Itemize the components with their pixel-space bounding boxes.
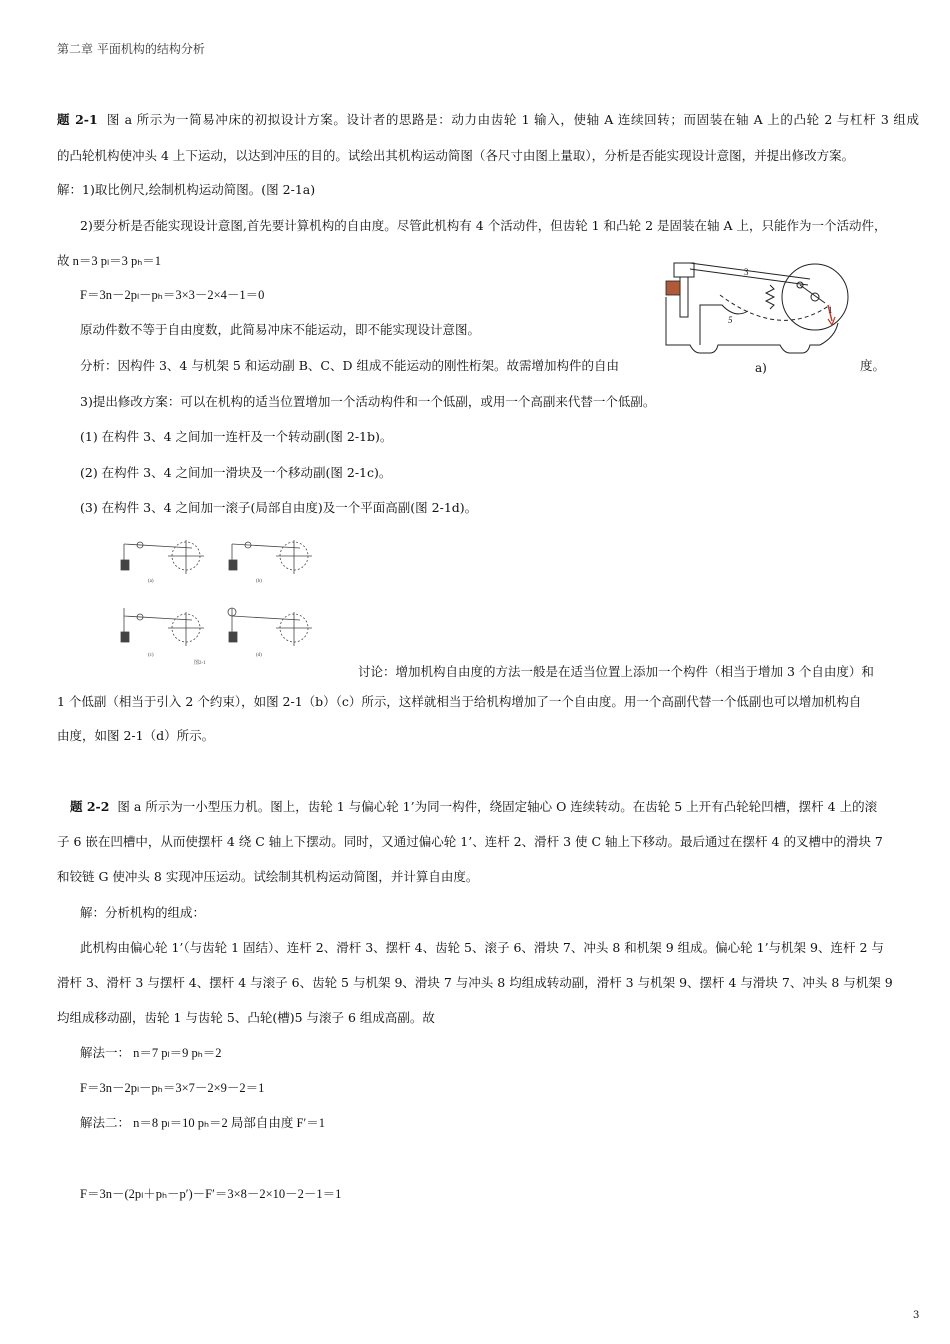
p22-line-6: 滑杆 3、滑杆 3 与摆杆 4、摆杆 4 与滚子 6、齿轮 5 与机架 9、滑块 7 与冲头 8 均组成转动副，滑杆 3 与机架 9、摆杆 4 与滑块 7、冲头 8 与机架 9 bbox=[57, 975, 893, 990]
problem-number: 题 2-2 bbox=[70, 799, 110, 814]
small-figure-c bbox=[121, 608, 204, 646]
p22-equation-2: F＝3n－(2pₗ＋pₕ－p′)－F′＝3×8－2×10－2－1＝1 bbox=[80, 1187, 342, 1201]
p22-equation-1: F＝3n－2pₗ－pₕ＝3×7－2×9－2＝1 bbox=[80, 1081, 265, 1095]
p21-line-8: 分析：因构件 3、4 与机架 5 和运动副 B、C、D 组成不能运动的刚性桁架。故需增加构件的自由 bbox=[80, 358, 619, 373]
svg-text:3: 3 bbox=[744, 267, 749, 277]
p22-line-4: 解：分析机构的组成： bbox=[80, 905, 206, 920]
p21-line-11: (2) 在构件 3、4 之间加一滑块及一个移动副(图 2-1c)。 bbox=[80, 465, 392, 480]
p21-line-4: 2)要分析是否能实现设计意图,首先要计算机构的自由度。尽管此机构有 4 个活动件，但齿轮 1 和凸轮 2 是固装在轴 A 上，只能作为一个活动件， bbox=[80, 218, 887, 233]
p21-line-1 bbox=[57, 112, 919, 128]
p21-line-5: 故 n＝3 pₗ＝3 pₕ＝1 bbox=[57, 254, 162, 268]
small-figure-label: (c) bbox=[148, 653, 154, 658]
p22-line-2: 子 6 嵌在凹槽中，从而使摆杆 4 绕 C 轴上下摆动。同时，又通过偏心轮 1’、连杆 2、滑杆 3 使 C 轴上下移动。最后通过在摆杆 4 的叉槽中的滑块 7 bbox=[57, 834, 883, 849]
p21-line-14: 1 个低副（相当于引入 2 个约束），如图 2-1（b）（c）所示，这样就相当于给机构增加了一个自由度。用一个高副代替一个低副也可以增加机构自 bbox=[57, 694, 862, 709]
page-number: 3 bbox=[913, 1310, 920, 1321]
p21-equation: F＝3n－2pₗ－pₕ＝3×3－2×4－1＝0 bbox=[80, 288, 265, 302]
small-figure-d bbox=[228, 608, 312, 646]
p22-line-1 bbox=[70, 799, 877, 815]
p22-line-8: 解法一： n＝7 pₗ＝9 pₕ＝2 bbox=[80, 1046, 222, 1060]
problem-number: 题 2-1 bbox=[57, 112, 98, 127]
p22-text-1: 图 a 所示为一小型压力机。图上，齿轮 1 与偏心轮 1’为同一构件，绕固定轴心 O 连续转动。在齿轮 5 上开有凸轮轮凹槽，摆杆 4 上的滚 bbox=[117, 799, 878, 814]
small-figures-2-1 bbox=[112, 532, 322, 667]
svg-text:5: 5 bbox=[728, 315, 733, 325]
p21-line-7: 原动件数不等于自由度数，此简易冲床不能运动，即不能实现设计意图。 bbox=[80, 322, 481, 337]
figure-a-label: a) bbox=[755, 361, 767, 375]
p21-line-2: 的凸轮机构使冲头 4 上下运动，以达到冲压的目的。试绘出其机构运动简图（各尺寸由图上量取），分析是否能实现设计意图，并提出修改方案。 bbox=[57, 148, 855, 163]
small-figure-a bbox=[121, 540, 204, 574]
p21-line-9: 3)提出修改方案：可以在机构的适当位置增加一个活动构件和一个低副，或用一个高副来代替一个低副。 bbox=[80, 394, 656, 409]
p21-line-3: 解：1)取比例尺,绘制机构运动简图。(图 2-1a) bbox=[57, 182, 316, 197]
punch-press-figure bbox=[660, 245, 860, 360]
page-header: 第二章 平面机构的结构分析 bbox=[57, 42, 205, 56]
p21-line-12: (3) 在构件 3、4 之间加一滚子(局部自由度)及一个平面高副(图 2-1d)。 bbox=[80, 500, 478, 515]
p21-line-15: 由度，如图 2-1（d）所示。 bbox=[57, 728, 215, 743]
small-figure-label: (d) bbox=[256, 653, 262, 658]
svg-text:1: 1 bbox=[828, 305, 833, 315]
p21-line-8b: 度。 bbox=[860, 358, 886, 373]
p22-line-3: 和铰链 G 使冲头 8 实现冲压运动。试绘制其机构运动简图，并计算自由度。 bbox=[57, 869, 479, 884]
small-figure-b bbox=[229, 540, 312, 574]
p22-line-10: 解法二： n＝8 pₗ＝10 pₕ＝2 局部自由度 F′＝1 bbox=[80, 1116, 325, 1130]
p22-line-7: 均组成移动副，齿轮 1 与齿轮 5、凸轮(槽)5 与滚子 6 组成高副。故 bbox=[57, 1010, 435, 1025]
p22-line-5: 此机构由偏心轮 1’（与齿轮 1 固结）、连杆 2、滑杆 3、摆杆 4、齿轮 5、滚子 6、滑块 7、冲头 8 和机架 9 组成。偏心轮 1’与机架 9、连杆 2 与 bbox=[80, 940, 884, 955]
small-figure-label: (a) bbox=[148, 579, 154, 584]
p21-line-10: (1) 在构件 3、4 之间加一连杆及一个转动副(图 2-1b)。 bbox=[80, 429, 393, 444]
small-figure-caption: 图2-1 bbox=[194, 661, 206, 666]
small-figure-label: (b) bbox=[256, 579, 262, 584]
p21-line-13: 讨论：增加机构自由度的方法一般是在适当位置上添加一个构件（相当于增加 3 个自由度）和 bbox=[358, 664, 874, 679]
p21-text-1: 图 a 所示为一简易冲床的初拟设计方案。设计者的思路是：动力由齿轮 1 输入，使轴 A 连续回转；而固装在轴 A 上的凸轮 2 与杠杆 3 组成 bbox=[106, 112, 919, 127]
